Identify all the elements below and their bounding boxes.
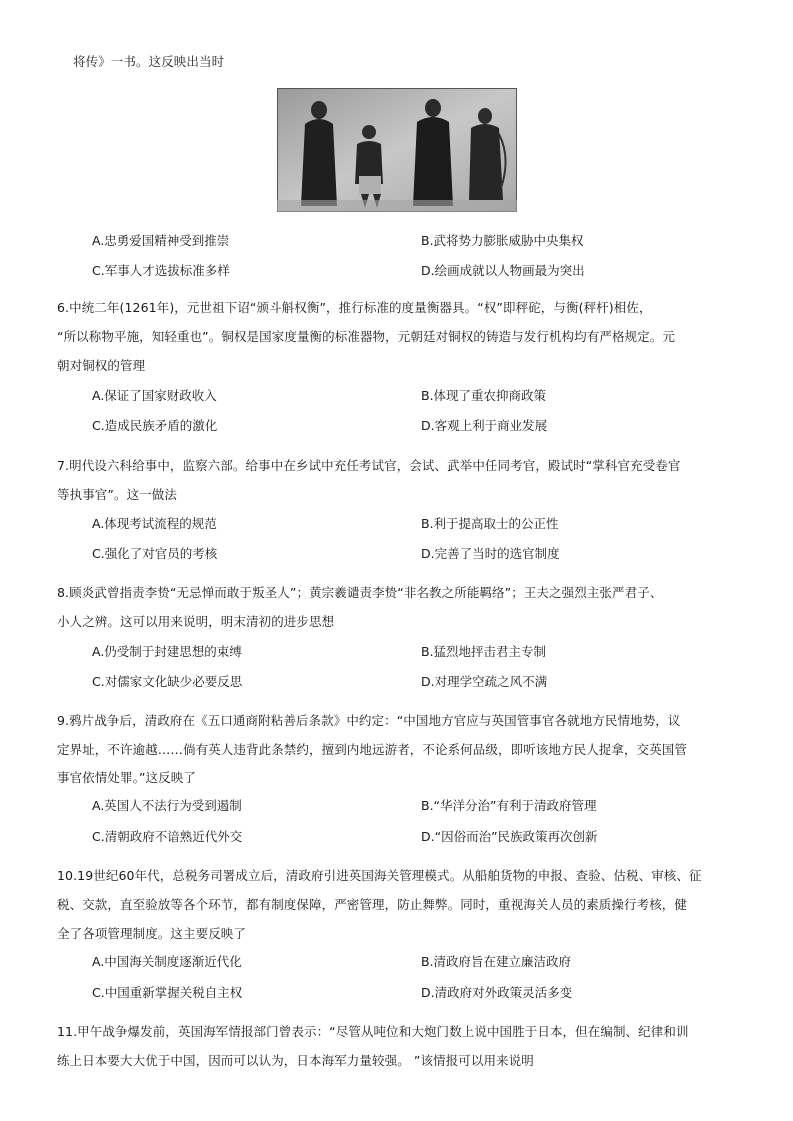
q6-option-d: D.客观上利于商业发展: [421, 418, 548, 433]
q8-stem-line-1: 8.顾炎武曾指责李贽“无忌惮而敢于叛圣人”；黄宗羲谴责李贽“非名教之所能羁络”；王夫之强烈主张严君子、: [57, 585, 663, 600]
q8-option-c: C.对儒家文化缺少必要反思: [92, 674, 243, 689]
q10-stem-line-3: 全了各项管理制度。这主要反映了: [57, 926, 247, 941]
q10-option-c: C.中国重新掌握关税自主权: [92, 985, 243, 1000]
q6-stem-line-1: 6.中统二年(1261年)，元世祖下诏“颁斗斛权衡”，推行标准的度量衡器具。“权”即秤砣，与衡(秤杆)相佐，: [57, 300, 652, 315]
q7-option-a: A.体现考试流程的规范: [92, 516, 217, 531]
q11-stem-line-1: 11.甲午战争爆发前，英国海军情报部门曾表示：“尽管从吨位和大炮门数上说中国胜于日本，但在编制、纪律和训: [57, 1024, 689, 1039]
q5-option-d: D.绘画成就以人物画最为突出: [421, 263, 585, 278]
q9-option-b: B.“华洋分治”有利于清政府管理: [421, 798, 597, 813]
q6-stem-line-3: 朝对铜权的管理: [57, 358, 146, 373]
q7-stem-line-2: 等执事官”。这一做法: [57, 487, 177, 502]
q11-stem-line-2: 练上日本要大大优于中国，因而可以认为，日本海军力量较强。 ”该情报可以用来说明: [57, 1053, 534, 1068]
q6-option-b: B.体现了重农抑商政策: [421, 388, 547, 403]
q5-option-b: B.武将势力膨胀威胁中央集权: [421, 233, 584, 248]
q5-option-a: A.忠勇爱国精神受到推崇: [92, 233, 230, 248]
q6-stem-line-2: “所以称物平施，知轻重也”。铜权是国家度量衡的标准器物，元朝廷对铜权的铸造与发行机构均有严格规定。元: [57, 329, 675, 344]
q5-painting-image: [277, 88, 517, 212]
q10-option-b: B.清政府旨在建立廉洁政府: [421, 954, 572, 969]
q8-option-a: A.仍受制于封建思想的束缚: [92, 644, 242, 659]
q8-option-b: B.猛烈地抨击君主专制: [421, 644, 547, 659]
q5-stem-tail: 将传》一书。这反映出当时: [73, 54, 225, 69]
q7-option-b: B.利于提高取士的公正性: [421, 516, 559, 531]
q10-stem-line-2: 税、交款，直至验放等各个环节，都有制度保障，严密管理，防止舞弊。同时，重视海关人员的素质操行考核，健: [57, 897, 688, 912]
q10-stem-line-1: 10.19世纪60年代，总税务司署成立后，清政府引进英国海关管理模式。从船舶货物的申报、查验、估税、审核、征: [57, 868, 702, 883]
q9-option-c: C.清朝政府不谙熟近代外交: [92, 829, 243, 844]
q9-stem-line-2: 定界址，不许逾越……倘有英人违背此条禁约，擅到内地远游者，不论系何品级，即听该地方民人捉拿，交英国管: [57, 742, 688, 757]
q9-stem-line-3: 事官依情处罪。”这反映了: [57, 770, 196, 785]
q5-option-c: C.军事人才选拔标准多样: [92, 263, 230, 278]
q8-option-d: D.对理学空疏之风不满: [421, 674, 548, 689]
q9-option-d: D.“因俗而治”民族政策再次创新: [421, 829, 598, 844]
q10-option-d: D.清政府对外政策灵活多变: [421, 985, 573, 1000]
q9-stem-line-1: 9.鸦片战争后，清政府在《五口通商附粘善后条款》中约定：“中国地方官应与英国管事官各就地方民情地势，议: [57, 713, 681, 728]
q10-option-a: A.中国海关制度逐渐近代化: [92, 954, 242, 969]
q8-stem-line-2: 小人之辨。这可以用来说明，明末清初的进步思想: [57, 614, 335, 629]
q6-option-c: C.造成民族矛盾的激化: [92, 418, 218, 433]
q6-option-a: A.保证了国家财政收入: [92, 388, 217, 403]
q7-option-d: D.完善了当时的选官制度: [421, 546, 560, 561]
q7-stem-line-1: 7.明代设六科给事中，监察六部。给事中在乡试中充任考试官，会试、武举中任同考官，殿试时“掌科官充受卷官: [57, 458, 681, 473]
q9-option-a: A.英国人不法行为受到遏制: [92, 798, 242, 813]
q7-option-c: C.强化了对官员的考核: [92, 546, 218, 561]
